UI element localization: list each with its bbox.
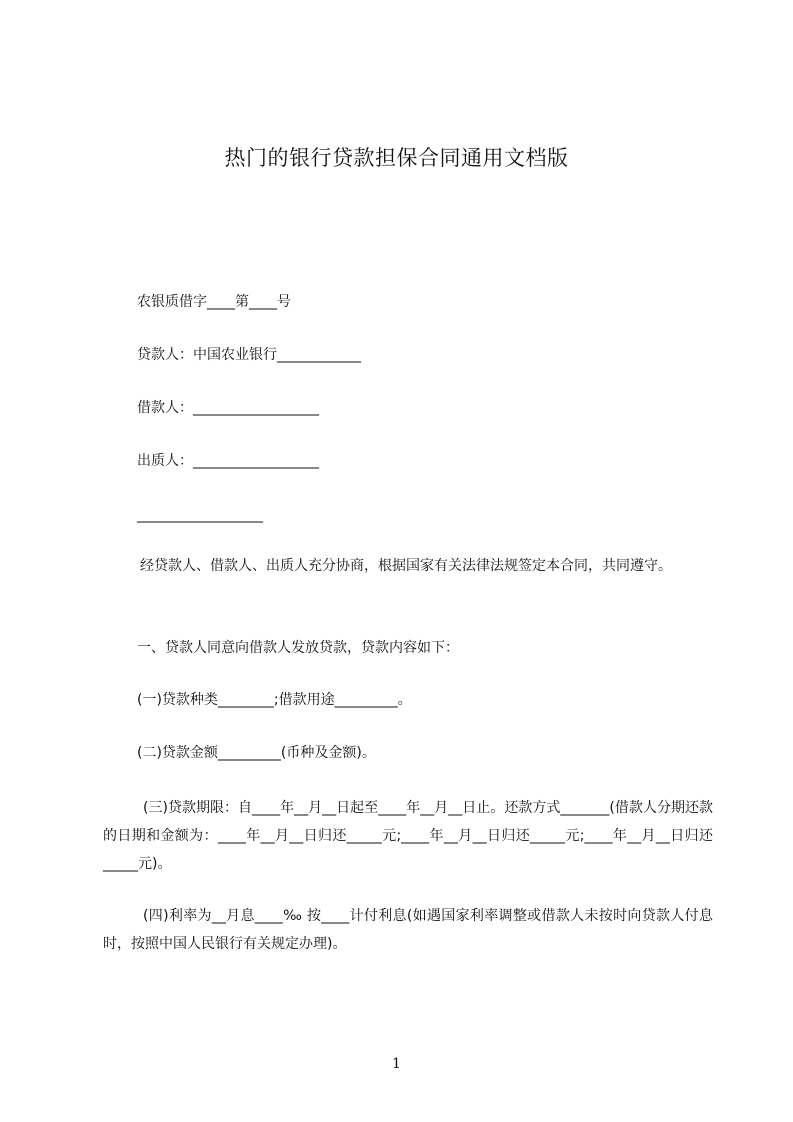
item-loan-term: (三)贷款期限：自____年__月__日起至____年__月__日止。还款方式_______(借款人分期还款的日期和金额为：____年__月__日归还_____元;____年__月__日归还_____元;____年__月__日归还_____元)。 — [103, 800, 713, 872]
item-interest-rate: (四)利率为__月息____‰ 按____计付利息(如遇国家利率调整或借款人未按时向贷款人付息时，按照中国人民银行有关规定办理)。 — [103, 908, 713, 952]
blank-line: __________________ — [137, 507, 263, 523]
intro-paragraph: 经贷款人、借款人、出质人充分协商，根据国家有关法律法规签定本合同，共同遵守。 — [140, 558, 672, 574]
borrower-line: 借款人：__________________ — [137, 400, 319, 416]
section-1-heading: 一、贷款人同意向借款人发放贷款，贷款内容如下： — [137, 640, 459, 656]
pledgor-line: 出质人：__________________ — [137, 453, 319, 469]
lender-line: 贷款人：中国农业银行____________ — [137, 347, 361, 363]
item-loan-amount: (二)贷款金额_________(币种及金额)。 — [137, 745, 376, 761]
item-loan-type: (一)贷款种类________;借款用途_________。 — [137, 692, 412, 708]
contract-number-line: 农银质借字____第____号 — [137, 294, 291, 310]
document-title: 热门的银行贷款担保合同通用文档版 — [224, 146, 569, 170]
page-number: 1 — [392, 1056, 401, 1072]
